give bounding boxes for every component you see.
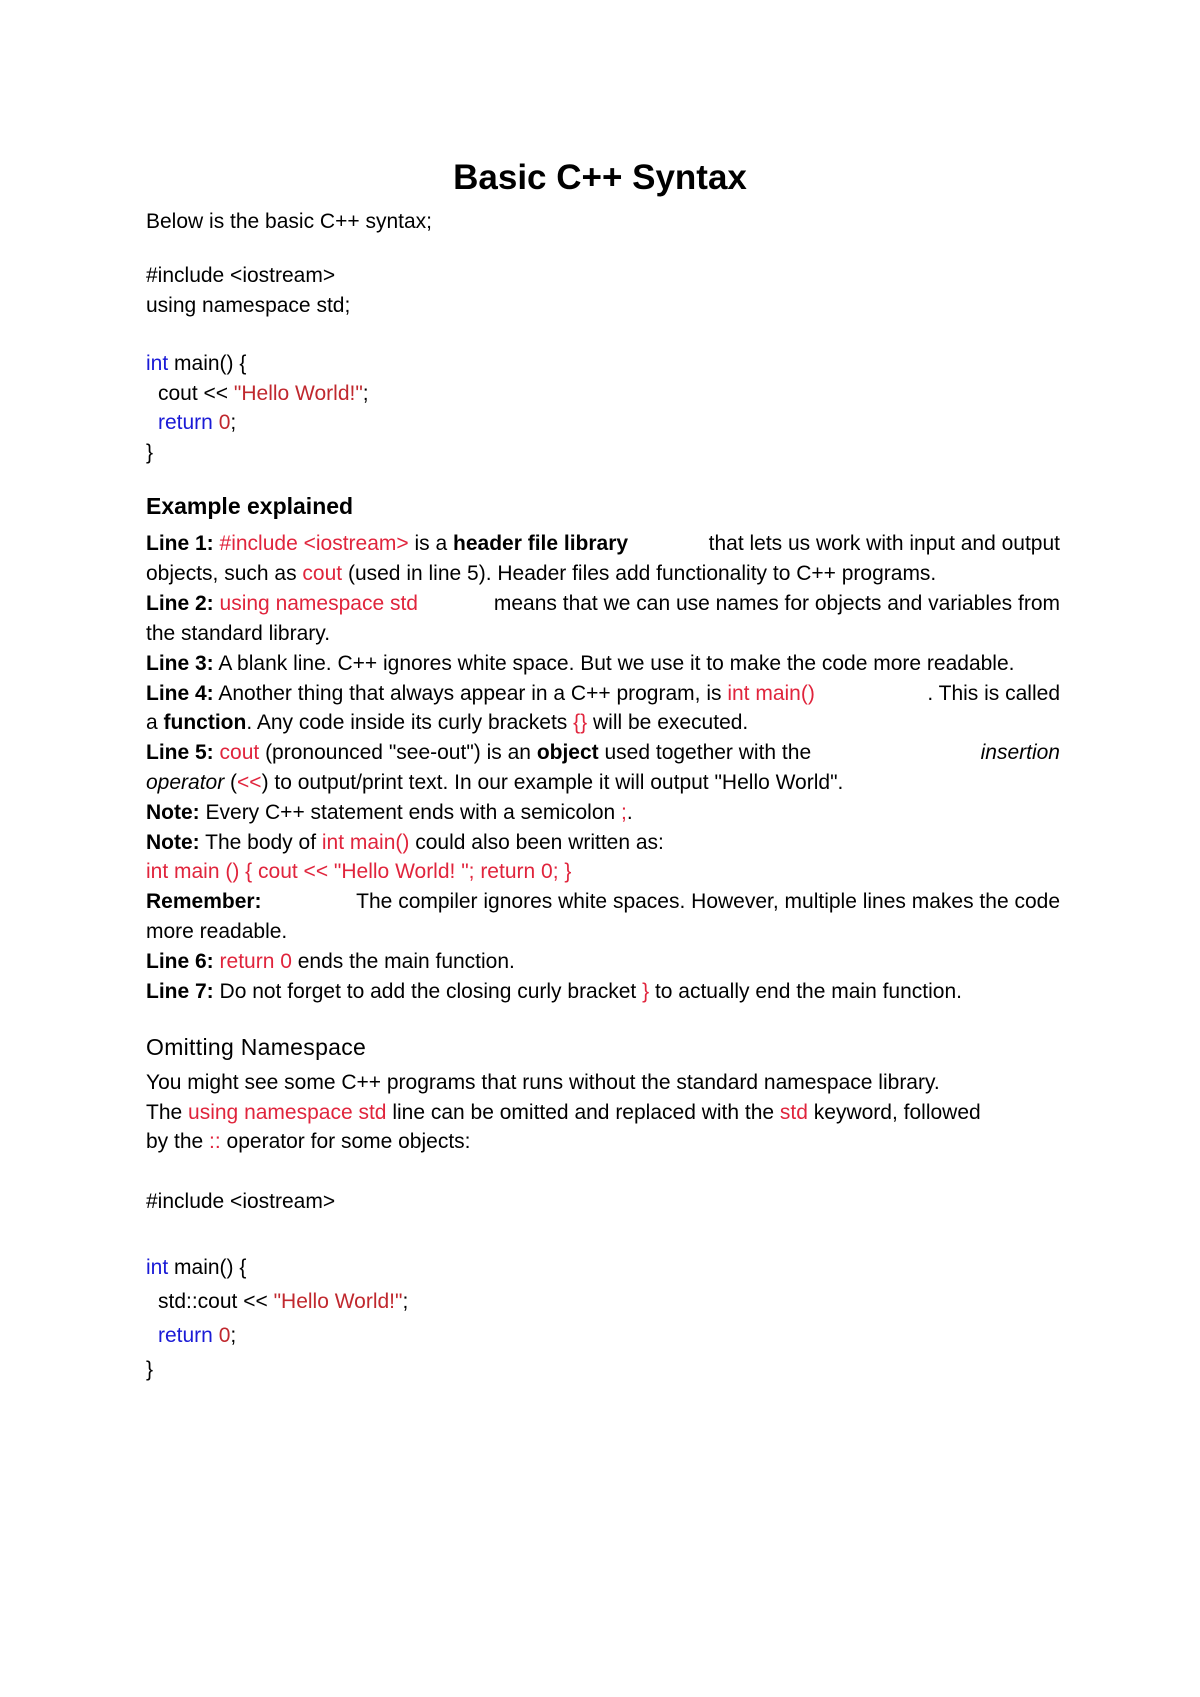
page-title: Basic C++ Syntax [453, 158, 747, 197]
line-4-explanation-cont: a function. Any code inside its curly brackets {} will be executed. [146, 711, 749, 734]
string-literal: "Hello World!" [233, 382, 363, 405]
string-literal: "Hello World!" [273, 1290, 403, 1313]
code-line-return: return 0; [158, 411, 237, 434]
note-main-body: Note: The body of int main() could also been written as: [146, 831, 664, 854]
keyword-return: return [158, 411, 213, 434]
code-line-return: return 0; [158, 1324, 237, 1347]
code-line-cout: std::cout << "Hello World!"; [158, 1290, 409, 1313]
code-line-main: int main() { [146, 1256, 247, 1279]
section-heading-example: Example explained [146, 493, 354, 519]
line-4-explanation: Line 4: Another thing that always appear in a C++ program, is int main() . This is called [146, 682, 1060, 705]
omitting-paragraph-2: The using namespace std line can be omitted and replaced with the std keyword, followed [146, 1101, 981, 1124]
code-line-close: } [146, 441, 154, 464]
line-5-explanation: Line 5: cout (pronounced "see-out") is an object used together with the insertion [146, 741, 1060, 764]
section-heading-omitting: Omitting Namespace [146, 1034, 367, 1060]
code-line-cout: cout << "Hello World!"; [158, 382, 369, 405]
one-liner-code: int main () { cout << "Hello World! "; return 0; } [146, 860, 572, 883]
line-2-explanation: Line 2: using namespace std means that we can use names for objects and variables from [146, 592, 1060, 615]
code-line-using: using namespace std; [146, 294, 351, 317]
line-1-explanation-cont: objects, such as cout (used in line 5). Header files add functionality to C++ programs. [146, 562, 937, 585]
line-3-explanation: Line 3: A blank line. C++ ignores white space. But we use it to make the code more readable. [146, 652, 1015, 675]
code-line-close: } [146, 1358, 154, 1381]
line-5-explanation-cont: operator (<<) to output/print text. In our example it will output "Hello World". [146, 771, 844, 794]
line-1-explanation: Line 1: #include <iostream> is a header file library that lets us work with input and output [146, 532, 1060, 555]
intro-text: Below is the basic C++ syntax; [146, 210, 432, 233]
keyword-int: int [146, 1256, 169, 1279]
keyword-return: return [158, 1324, 213, 1347]
code-line-include: #include <iostream> [146, 264, 336, 287]
line-6-explanation: Line 6: return 0 ends the main function. [146, 950, 515, 973]
remember-note-cont: more readable. [146, 920, 288, 943]
line-2-explanation-cont: the standard library. [146, 622, 331, 645]
omitting-paragraph-3: by the :: operator for some objects: [146, 1130, 471, 1153]
line-7-explanation: Line 7: Do not forget to add the closing curly bracket } to actually end the main function. [146, 980, 962, 1003]
omitting-paragraph-1: You might see some C++ programs that runs without the standard namespace library. [146, 1071, 940, 1094]
remember-note: Remember: The compiler ignores white spaces. However, multiple lines makes the code [146, 890, 1060, 913]
code-line-main: int main() { [146, 352, 247, 375]
note-semicolon: Note: Every C++ statement ends with a semicolon ;. [146, 801, 633, 824]
code-line-include: #include <iostream> [146, 1190, 336, 1213]
keyword-int: int [146, 352, 169, 375]
